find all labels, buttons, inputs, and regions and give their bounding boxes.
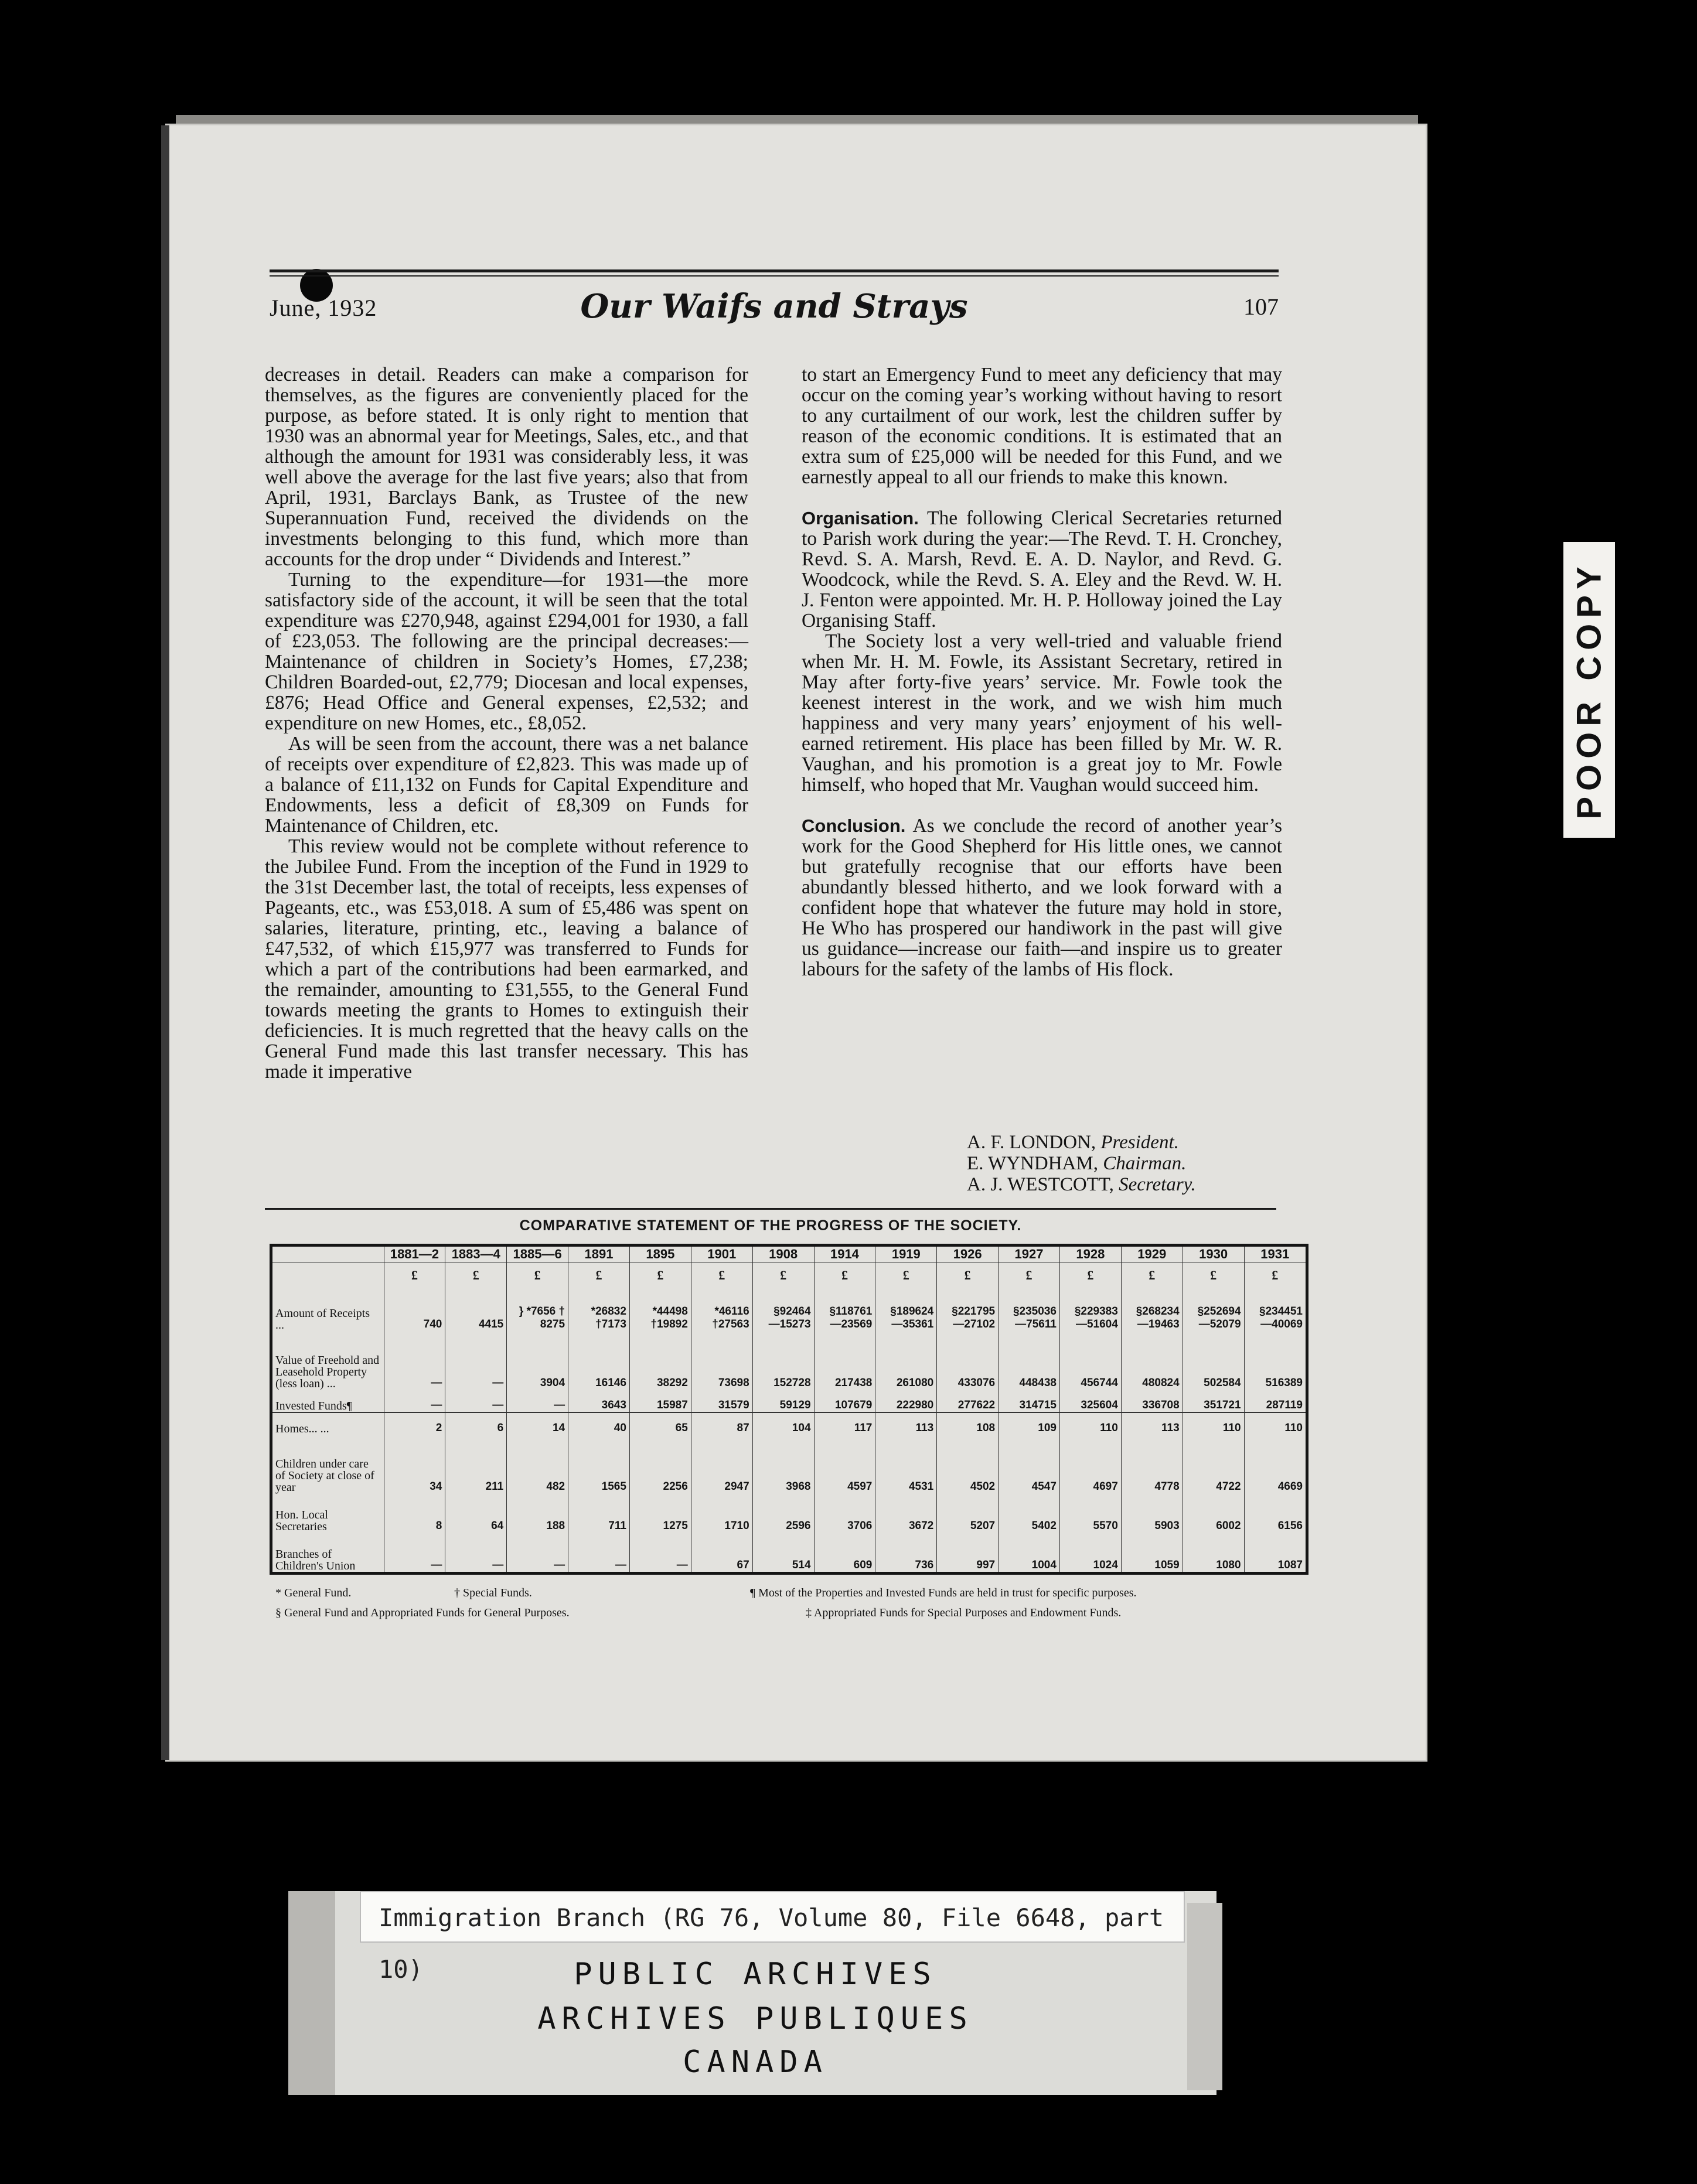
row-label: Invested Funds¶	[275, 1399, 352, 1412]
archive-label	[294, 1891, 1216, 2095]
year-header: 1895	[629, 1247, 691, 1262]
currency-cell: £	[1244, 1262, 1306, 1288]
table-row	[272, 1412, 1306, 1435]
table-cell: *44498 †19892	[629, 1288, 691, 1331]
table-cell: 4502	[937, 1435, 999, 1493]
table-cell: §252694 ―52079	[1183, 1288, 1244, 1331]
paragraph: to start an Emergency Fund to meet any deficiency that may occur on the coming year’s working without having to resort to any curtailment of our work, lest the children suffer by reason of the economic conditions. It is estimated that an extra sum of £25,000 will be needed for this Fund, and we earnestly appeal to all our friends to make this known.	[802, 364, 1282, 488]
archive-country: CANADA	[683, 2045, 828, 2080]
currency-cell: £	[629, 1262, 691, 1288]
table-footnotes	[275, 1583, 1318, 1623]
table-cell: 997	[937, 1533, 999, 1572]
table-cell: §234451 ―40069	[1244, 1288, 1306, 1331]
conclusion-section	[802, 815, 1282, 980]
table-cell: 3706	[814, 1493, 875, 1533]
table-cell: —	[568, 1533, 630, 1572]
table-cell: 1087	[1244, 1533, 1306, 1572]
table-cell: *26832 †7173	[568, 1288, 630, 1331]
table-cell: 104	[752, 1412, 814, 1435]
right-column	[802, 364, 1282, 980]
table-cell: §221795 ―27102	[937, 1288, 999, 1331]
table-cell: 65	[629, 1412, 691, 1435]
paragraph: This review would not be complete without reference to the Jubilee Fund. From the inception of the Fund in 1929 to the 31st December last, the total of receipts, less expenses of Pageants, etc., was £53,018. A sum of £5,486 was spent on salaries, literature, printing, etc., leaving a balance of £47,532, of which £15,977 was transferred to Funds for which a part of the contributions had been earmarked, and the remainder, amounting to £31,555, to the General Fund towards meeting the grants to Homes to extinguish their deficiencies. It is much regretted that the heavy calls on the General Fund made this last transfer necessary. This has made it imperative	[265, 835, 748, 1083]
table-cell: 40	[568, 1412, 630, 1435]
table-cell: 1710	[691, 1493, 752, 1533]
currency-cell: £	[691, 1262, 752, 1288]
footnote: † Special Funds.	[454, 1586, 532, 1599]
signatory: A. F. LONDON, President.	[967, 1132, 1179, 1153]
table-cell: 448438	[999, 1331, 1060, 1390]
table-cell: 1080	[1183, 1533, 1244, 1572]
table-cell: 4697	[1059, 1435, 1121, 1493]
currency-cell: £	[1059, 1262, 1121, 1288]
table-cell: 1059	[1121, 1533, 1183, 1572]
year-header: 1930	[1183, 1247, 1244, 1262]
table-cell: 516389	[1244, 1331, 1306, 1390]
table-cell: 5903	[1121, 1493, 1183, 1533]
issue-date: June, 1932	[270, 295, 377, 321]
table-cell: *46116 †27563	[691, 1288, 752, 1331]
table-cell: 113	[875, 1412, 937, 1435]
progress-table	[270, 1244, 1308, 1575]
year-header: 1891	[568, 1247, 630, 1262]
archive-reference: Immigration Branch (RG 76, Volume 80, File 6648, part 10)	[360, 1891, 1185, 1943]
currency-cell: £	[1121, 1262, 1183, 1288]
table-cell: 1275	[629, 1493, 691, 1533]
table-cell: 8	[384, 1493, 445, 1533]
section-divider	[265, 1208, 1276, 1210]
table-cell: 514	[752, 1533, 814, 1572]
header-rule-top	[270, 269, 1279, 272]
table-cell: 1024	[1059, 1533, 1121, 1572]
footnote: § General Fund and Appropriated Funds for General Purposes.	[275, 1606, 570, 1619]
table-cell: 188	[507, 1493, 568, 1533]
year-header: 1881—2	[384, 1247, 445, 1262]
table-cell: §118761 ―23569	[814, 1288, 875, 1331]
paragraph: The following Clerical Secretaries returned to Parish work during the year:—The Revd. T. H. Cronchey, Revd. S. A. Marsh, Revd. E. A. D. Naylor, and Revd. G. Woodcock, while the Revd. S. A. Eley and the Revd. W. H. J. Fenton were appointed. Mr. H. P. Holloway joined the Lay Organising Staff.	[802, 507, 1282, 632]
table-cell: 38292	[629, 1331, 691, 1390]
left-column	[265, 364, 748, 1082]
row-label: Value of Freehold and Leasehold Property (less loan) ...	[275, 1354, 380, 1391]
page-header	[270, 287, 1279, 328]
table-cell: §235036 ―75611	[999, 1288, 1060, 1331]
table-cell: 152728	[752, 1331, 814, 1390]
section-heading: Conclusion.	[802, 815, 906, 836]
table-cell: 4547	[999, 1435, 1060, 1493]
year-header: 1927	[999, 1247, 1060, 1262]
table-cell: 4415	[445, 1288, 507, 1331]
table-cell: 609	[814, 1533, 875, 1572]
table-cell: 117	[814, 1412, 875, 1435]
table-cell: 3672	[875, 1493, 937, 1533]
table-cell: 6	[445, 1412, 507, 1435]
table-cell: —	[507, 1533, 568, 1572]
table-row	[272, 1331, 1306, 1390]
table-cell: 433076	[937, 1331, 999, 1390]
year-header: 1883—4	[445, 1247, 507, 1262]
table-cell: 4597	[814, 1435, 875, 1493]
table-cell: 2596	[752, 1493, 814, 1533]
year-header: 1919	[875, 1247, 937, 1262]
table-cell: 736	[875, 1533, 937, 1572]
table-cell: —	[445, 1390, 507, 1412]
currency-cell: £	[384, 1262, 445, 1288]
header-rule-top-thin	[270, 275, 1279, 277]
table-cell: 740	[384, 1288, 445, 1331]
table-cell: —	[445, 1331, 507, 1390]
currency-cell: £	[445, 1262, 507, 1288]
page-top-edge	[176, 115, 1418, 127]
table-cell: 456744	[1059, 1331, 1121, 1390]
table-cell: 4778	[1121, 1435, 1183, 1493]
table-cell: 287119	[1244, 1390, 1306, 1412]
paragraph: As we conclude the record of another year’s work for the Good Shepherd for His little ones, we cannot but gratefully recognise that our efforts have been abundantly blessed hitherto, and we look forward with a confident hope that whatever the future may hold in store, He Who has prospered our handiwork in the past will give us guidance—increase our faith—and inspire us to greater labours for the safety of the lambs of His flock.	[802, 815, 1282, 980]
table-cell: 4669	[1244, 1435, 1306, 1493]
table-cell: 211	[445, 1435, 507, 1493]
table-cell: 3904	[507, 1331, 568, 1390]
table-cell: 314715	[999, 1390, 1060, 1412]
table-cell: 107679	[814, 1390, 875, 1412]
table-cell: 31579	[691, 1390, 752, 1412]
table-cell: 277622	[937, 1390, 999, 1412]
year-header: 1901	[691, 1247, 752, 1262]
table-cell: 2	[384, 1412, 445, 1435]
paragraph: The Society lost a very well-tried and valuable friend when Mr. H. M. Fowle, its Assistant Secretary, retired in May after forty-five years’ service. Mr. Fowle took the keenest interest in the work, and we wish him much happiness and very many years’ enjoyment of his well-earned retirement. His place has been filled by Mr. W. R. Vaughan, and his promotion is a great joy to Mr. Fowle himself, who hoped that Mr. Vaughan would succeed him.	[802, 630, 1282, 796]
year-header: 1885—6	[507, 1247, 568, 1262]
table-row	[272, 1435, 1306, 1493]
poor-copy-stamp: POOR COPY	[1563, 542, 1615, 838]
table-cell: 108	[937, 1412, 999, 1435]
table-cell: 2947	[691, 1435, 752, 1493]
year-header: 1931	[1244, 1247, 1306, 1262]
table-cell: 1004	[999, 1533, 1060, 1572]
currency-cell: £	[875, 1262, 937, 1288]
table-cell: 502584	[1183, 1331, 1244, 1390]
table-cell: 482	[507, 1435, 568, 1493]
row-label: Homes... ...	[272, 1412, 384, 1435]
currency-cell: £	[814, 1262, 875, 1288]
year-header: 1914	[814, 1247, 875, 1262]
table-cell: —	[384, 1331, 445, 1390]
table-cell: 3968	[752, 1435, 814, 1493]
table-cell: —	[445, 1533, 507, 1572]
table-cell: 2256	[629, 1435, 691, 1493]
table-row	[272, 1288, 1306, 1331]
paragraph: As will be seen from the account, there was a net balance of receipts over expenditure of £2,823. This was made up of a balance of £11,132 on Funds for Capital Expenditure and Endowments, less a deficit of £8,309 on Funds for Maintenance of Children, etc.	[265, 733, 748, 837]
signatories	[967, 1132, 1196, 1195]
signatory: E. WYNDHAM, Chairman.	[967, 1153, 1187, 1174]
year-header: 1908	[752, 1247, 814, 1262]
table-cell: 110	[1183, 1412, 1244, 1435]
table-cell: 711	[568, 1493, 630, 1533]
table-cell: 325604	[1059, 1390, 1121, 1412]
table-cell: } *7656 † 8275	[507, 1288, 568, 1331]
page-binding-edge	[161, 125, 169, 1760]
table-title: COMPARATIVE STATEMENT OF THE PROGRESS OF THE SOCIETY.	[519, 1217, 1022, 1234]
table-cell: §189624 ―35361	[875, 1288, 937, 1331]
signatory: A. J. WESTCOTT, Secretary.	[967, 1174, 1196, 1195]
table-cell: 4531	[875, 1435, 937, 1493]
table-cell: 3643	[568, 1390, 630, 1412]
currency-cell: £	[568, 1262, 630, 1288]
table-cell: 6002	[1183, 1493, 1244, 1533]
row-label: Children under care of Society at close of year	[275, 1458, 374, 1494]
section-heading: Organisation.	[802, 508, 919, 528]
table-cell: 480824	[1121, 1331, 1183, 1390]
year-header: 1929	[1121, 1247, 1183, 1262]
footnote: * General Fund.	[275, 1586, 352, 1599]
table-cell: 336708	[1121, 1390, 1183, 1412]
table-row	[272, 1390, 1306, 1412]
table-cell: 15987	[629, 1390, 691, 1412]
table-cell: 4722	[1183, 1435, 1244, 1493]
currency-row-label	[272, 1262, 384, 1288]
table-cell: §229383 ―51604	[1059, 1288, 1121, 1331]
table-cell: 261080	[875, 1331, 937, 1390]
table-row	[272, 1493, 1306, 1533]
table-cell: 113	[1121, 1412, 1183, 1435]
table-cell: 59129	[752, 1390, 814, 1412]
currency-cell: £	[999, 1262, 1060, 1288]
table-cell: 87	[691, 1412, 752, 1435]
table-cell: §92464 ―15273	[752, 1288, 814, 1331]
paragraph: Turning to the expenditure—for 1931—the more satisfactory side of the account, it will be seen that the total expenditure was £270,948, against £294,001 for 1930, a fall of £23,053. The following are the principal decreases:—Maintenance of children in Society’s Homes, £7,238; Children Boarded-out, £2,779; Diocesan and local expenses, £876; Head Office and General expenses, £2,532; and expenditure on new Homes, etc., £8,052.	[265, 569, 748, 734]
year-header: 1928	[1059, 1247, 1121, 1262]
table-cell: 67	[691, 1533, 752, 1572]
page-number: 107	[1243, 294, 1279, 320]
year-header: 1926	[937, 1247, 999, 1262]
magazine-title: Our Waifs and Strays	[580, 287, 968, 326]
row-label: Hon. Local Secretaries	[275, 1509, 328, 1534]
table-cell: 73698	[691, 1331, 752, 1390]
table-cell: —	[507, 1390, 568, 1412]
row-label: Amount of Receipts ...	[275, 1307, 370, 1332]
table-cell: 34	[384, 1435, 445, 1493]
table-cell: §268234 ―19463	[1121, 1288, 1183, 1331]
table-cell: 109	[999, 1412, 1060, 1435]
table-cell: 110	[1244, 1412, 1306, 1435]
organisation-section	[802, 508, 1282, 631]
table-cell: 6156	[1244, 1493, 1306, 1533]
table-cell: 217438	[814, 1331, 875, 1390]
currency-cell: £	[752, 1262, 814, 1288]
table-cell: 5402	[999, 1493, 1060, 1533]
table-cell: 14	[507, 1412, 568, 1435]
archive-name-fr: ARCHIVES PUBLIQUES	[537, 2001, 973, 2036]
footnote: ¶ Most of the Properties and Invested Funds are held in trust for specific purposes.	[750, 1586, 1137, 1599]
table-cell: 222980	[875, 1390, 937, 1412]
table-corner	[272, 1247, 384, 1262]
table-cell: 351721	[1183, 1390, 1244, 1412]
table-cell: 64	[445, 1493, 507, 1533]
table-cell: 1565	[568, 1435, 630, 1493]
currency-cell: £	[1183, 1262, 1244, 1288]
table-cell: 5207	[937, 1493, 999, 1533]
archive-name-en: PUBLIC ARCHIVES	[574, 1957, 937, 1992]
paragraph: decreases in detail. Readers can make a comparison for themselves, as the figures are conveniently placed for the purpose, as before stated. It is only right to mention that 1930 was an abnormal year for Meetings, Sales, etc., and that although the amount for 1931 was considerably less, it was well above the average for the last five years; also that from April, 1931, Barclays Bank, as Trustee of the new Superannuation Fund, received the dividends on the investments belonging to this fund, which more than accounts for the drop under “ Dividends and Interest.”	[265, 364, 748, 570]
row-label: Branches of Children's Union	[275, 1548, 356, 1572]
currency-cell: £	[937, 1262, 999, 1288]
table-cell: —	[384, 1533, 445, 1572]
table-cell: 16146	[568, 1331, 630, 1390]
table-cell: —	[384, 1390, 445, 1412]
table-row	[272, 1533, 1306, 1572]
table-cell: —	[629, 1533, 691, 1572]
table-cell: 110	[1059, 1412, 1121, 1435]
currency-cell: £	[507, 1262, 568, 1288]
footnote: ‡ Appropriated Funds for Special Purposes and Endowment Funds.	[806, 1606, 1122, 1619]
table-cell: 5570	[1059, 1493, 1121, 1533]
